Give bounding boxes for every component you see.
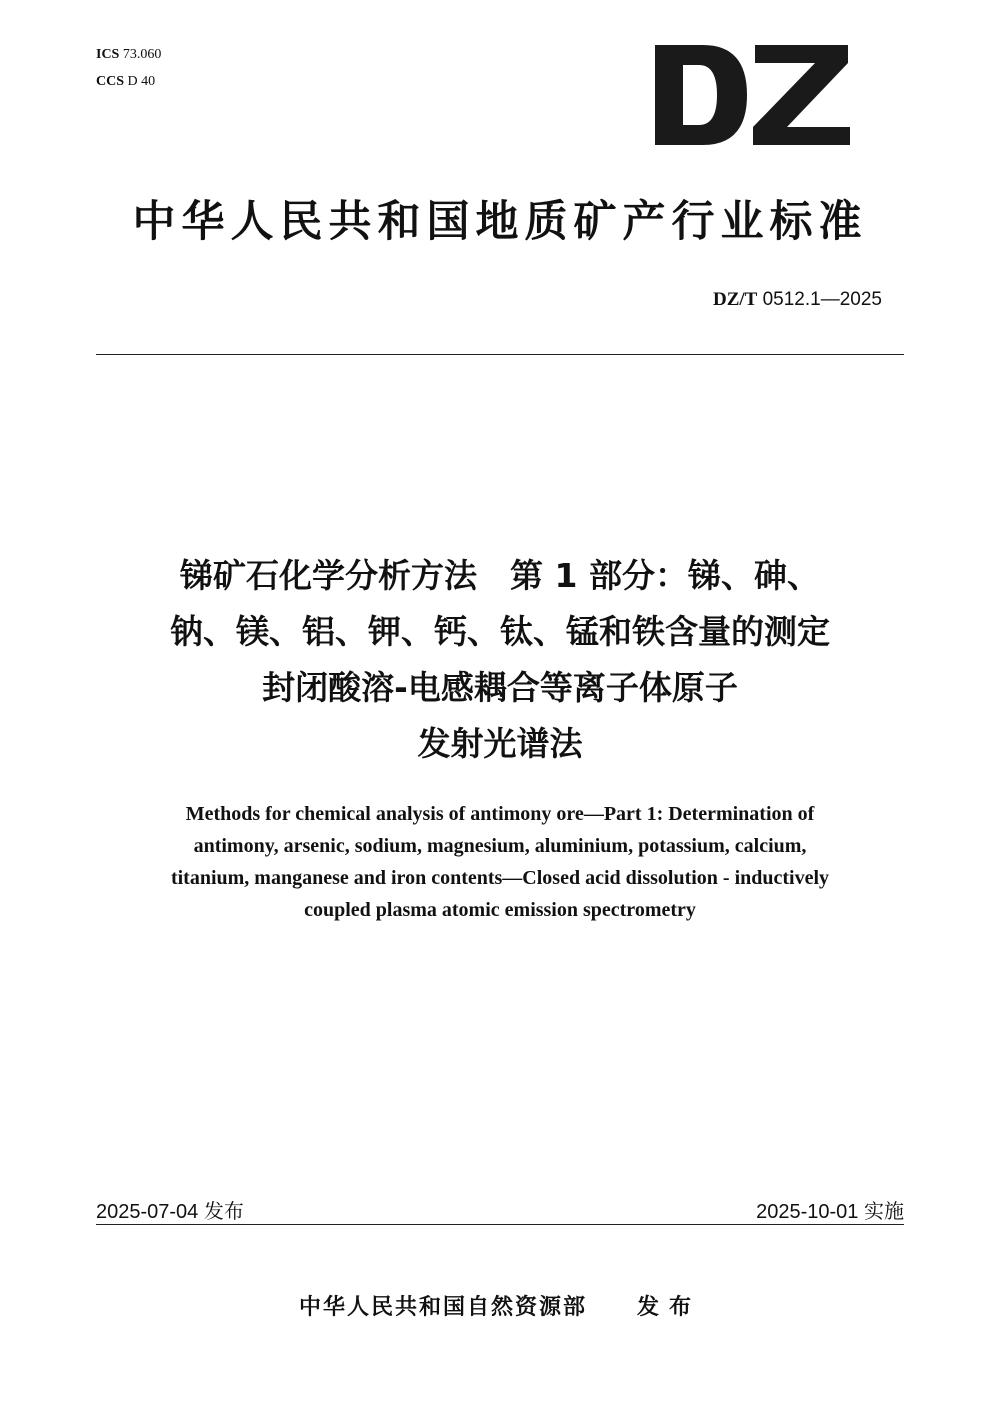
- issuer-name: 中华人民共和国自然资源部: [298, 1295, 587, 1320]
- english-title-line: antimony, arsenic, sodium, magnesium, aluminium, potassium, calcium,: [193, 835, 807, 857]
- english-title-line: titanium, manganese and iron contents—Closed acid dissolution - inductively: [170, 867, 830, 889]
- ccs-label: CCS: [96, 74, 125, 89]
- standard-number-value: 0512.1—2025: [762, 289, 882, 310]
- footer-divider: [96, 1224, 904, 1225]
- chinese-title-line: 发射光谱法: [417, 724, 583, 763]
- chinese-title: [0, 548, 1000, 772]
- english-title-line: Methods for chemical analysis of antimony ore—Part 1: Determination of: [185, 803, 815, 825]
- ccs-value: D 40: [127, 74, 156, 89]
- ics-label: ICS: [96, 47, 120, 62]
- english-title-line: coupled plasma atomic emission spectrometry: [304, 899, 696, 921]
- chinese-title-line: 钠、镁、铝、钾、钙、钛、锰和铁含量的测定: [170, 612, 830, 651]
- chinese-title-line: 封闭酸溶-电感耦合等离子体原子: [262, 668, 738, 707]
- issuer-statement: [0, 1290, 1000, 1321]
- dz-logo: [655, 45, 850, 145]
- chinese-title-line: 锑矿石化学分析方法 第 1 部分：锑、砷、: [180, 556, 820, 595]
- issuer-action: 发布: [637, 1295, 702, 1320]
- ics-classification: [96, 47, 161, 63]
- standard-code: DZ/T: [712, 289, 758, 310]
- header-divider: [96, 354, 904, 355]
- english-title: [0, 798, 1000, 926]
- effective-date: 2025-10-01 实施: [756, 1201, 904, 1223]
- ccs-classification: [96, 74, 155, 90]
- dz-logo-glyphs: [655, 45, 850, 145]
- ics-value: 73.060: [122, 47, 162, 62]
- standard-number: [713, 289, 882, 311]
- release-date: 2025-07-04 发布: [96, 1201, 244, 1223]
- issuing-sector-title: 中华人民共和国地质矿产行业标准: [132, 197, 868, 247]
